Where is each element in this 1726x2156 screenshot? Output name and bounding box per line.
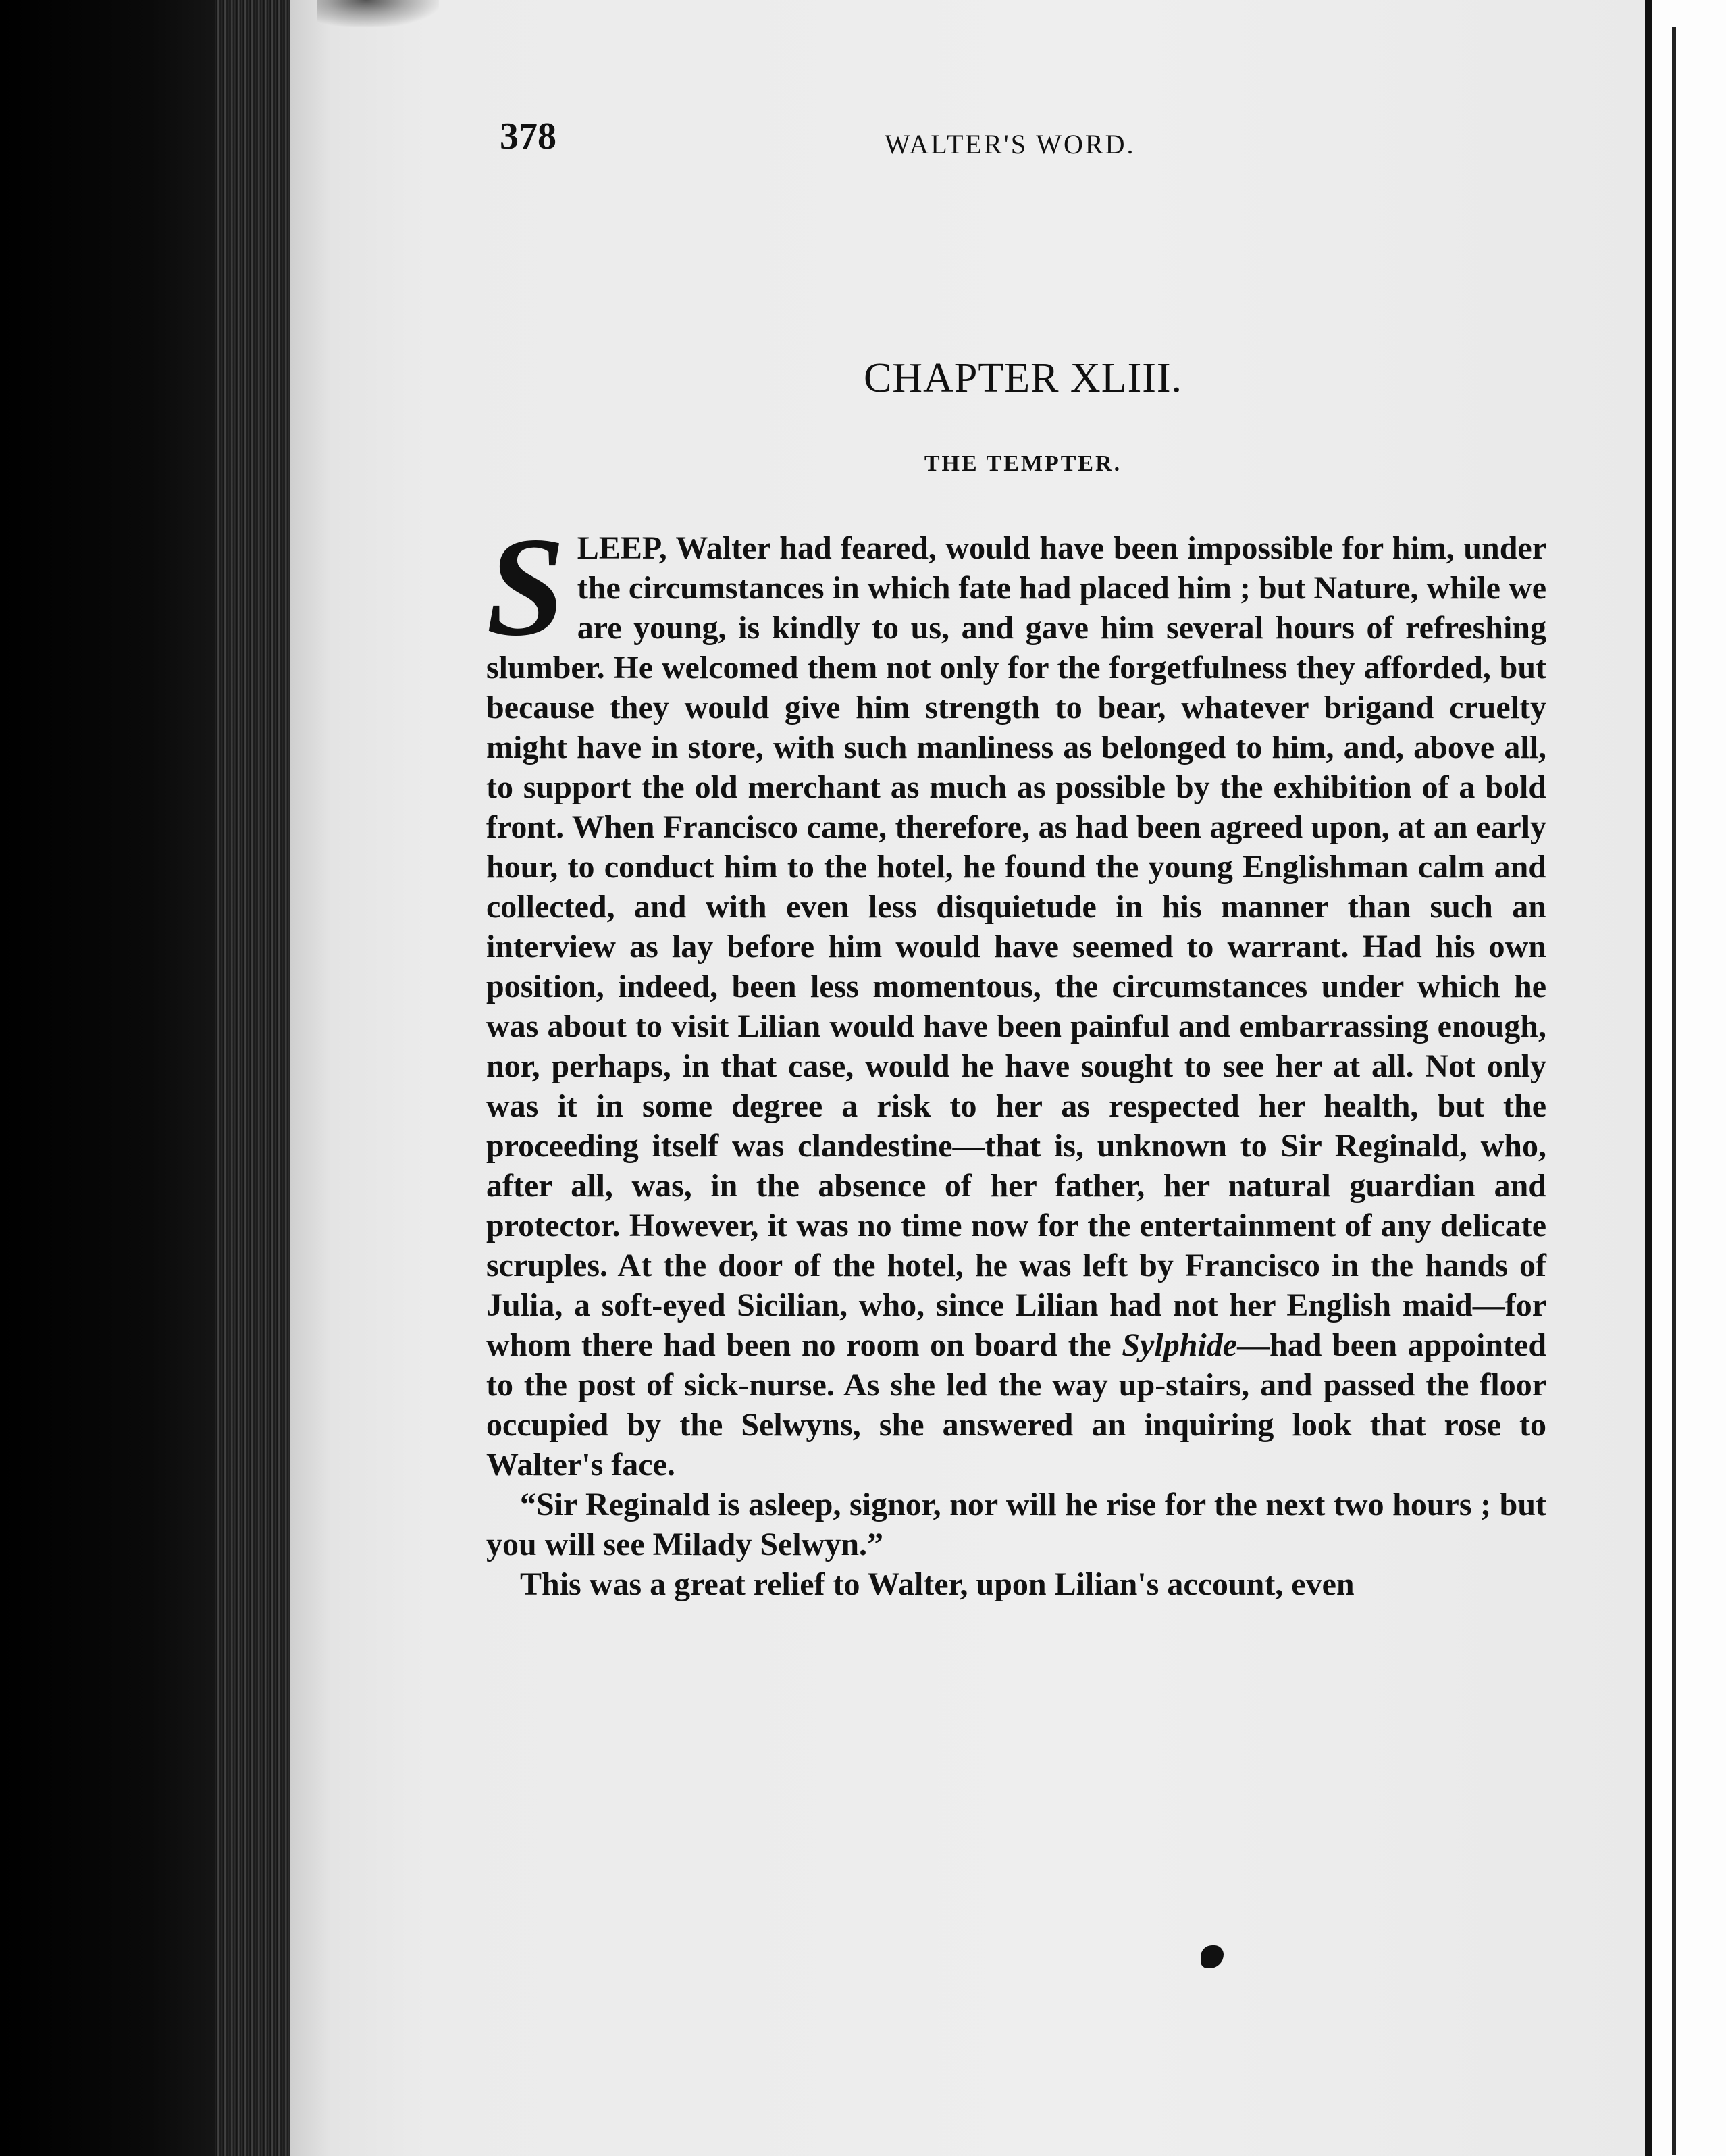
paragraph-3: This was a great relief to Walter, upon Lilian's account, even [520, 1566, 1355, 1602]
next-page-edge [1652, 0, 1726, 2156]
ship-name: Sylphide [1122, 1327, 1238, 1363]
scan-smudge [317, 0, 439, 27]
page-right-edge [1645, 0, 1652, 2156]
chapter-subtitle: THE TEMPTER. [924, 451, 1122, 476]
chapter-title: CHAPTER XLIII. [863, 355, 1183, 401]
drop-cap: S [486, 509, 565, 665]
book-spine-shadow [0, 0, 215, 2156]
running-header [500, 115, 1526, 169]
paragraph-1-opening: LEEP, Walter had feared, would have been impossible for him, under the circumstances in which fate had placed him ; but Nature, while we are young, is kindly to us, and gave him several hours of refreshing slumber. He welcomed them not only for the forgetfulness they afforded, but because they would give him strength to bear, whatever brigand cruelty might have in store, with such manliness as belonged to him, and, above all, to support the old merchant as much as possible by the exhibition of a bold front. When Francisco came, therefore, as had been agreed upon, at an early hour, to conduct him to the hotel, he found the young Englishman calm and collected, and with even less disquietude in his manner than such an interview as lay before him would have seemed to warrant. Had his own position, indeed, been less momentous, the circumstances under which he was about to visit Lilian would have been painful and embarrassing enough, nor, perhaps, in that case, would he have sought to see her at all. Not only was it in some degree a risk to her as respected her health, but the proceeding itself was clandestine—that is, unknown to Sir Reginald, who, after all, was, in the absence of her father, her natural guardian and protector. However, it was no time now for the entertainment of any delicate scruples. At the door of the hotel, he was left by Francisco in the hands of Julia, a soft-eyed Sicilian, who, since Lilian had not her English maid—for whom there had been no room on board the [486, 530, 1546, 1363]
paragraph-1-closing: —had been appointed to the post of sick-nurse. As she led the way up-stairs, and passed the floor occupied by the Selwyns, she answered an inquiring look that rose to Walter's face. [486, 1327, 1547, 1483]
paragraph-2: “Sir Reginald is asleep, signor, nor will he rise for the next two hours ; but you will see Milady Selwyn.” [486, 1487, 1546, 1562]
running-title: WALTER'S WORD. [885, 129, 1136, 159]
next-page-edge-line [1672, 27, 1676, 2155]
page-number: 378 [500, 116, 556, 157]
page-edges [215, 0, 290, 2156]
paragraph-1 [486, 509, 1547, 1485]
body-text [486, 509, 1547, 1604]
